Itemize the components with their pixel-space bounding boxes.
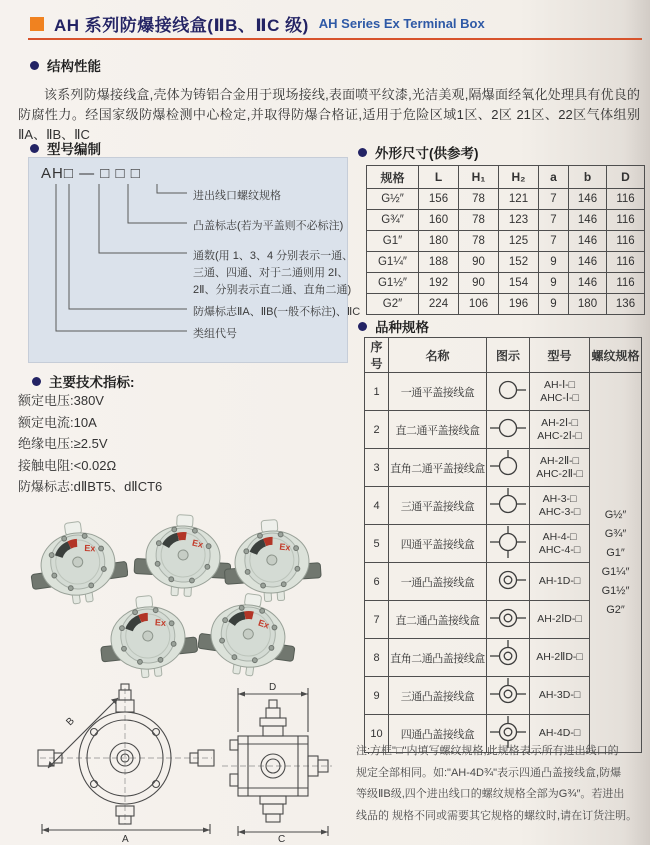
callout-cover-mark: 凸盖标志(若为平盖则不必标注) <box>193 220 344 232</box>
section-specs-title <box>32 371 135 391</box>
row-number-cell: 6 <box>365 563 389 601</box>
row-number-cell: 9 <box>365 677 389 715</box>
header-accent-square-icon <box>30 17 44 31</box>
section-bullet-icon <box>30 61 39 70</box>
model-number: AHC-4-□ <box>538 543 581 556</box>
junction-box-photo-graphic <box>133 513 233 599</box>
dim-value-cell: 125 <box>499 231 539 252</box>
3-way-raised-cover-symbol-icon <box>488 677 528 711</box>
ex-marking-label: Ex <box>84 543 96 554</box>
ex-marking-label: Ex <box>256 617 271 631</box>
variety-table-header-row <box>365 338 642 373</box>
callout-thread-spec: 进出线口螺纹规格 <box>193 190 281 202</box>
2-way-raised-cover-symbol-icon <box>488 601 528 635</box>
model-number: AH-4D-□ <box>538 727 581 739</box>
dim-value-cell: 116 <box>607 231 645 252</box>
box-symbol-cell <box>487 601 530 639</box>
thread-specs-cell <box>590 373 642 753</box>
dim-label-a: A <box>122 834 129 844</box>
model-number: AH-1D-□ <box>538 575 581 587</box>
dim-table-row <box>367 231 645 252</box>
section-bullet-icon <box>358 322 367 331</box>
ex-marking-label: Ex <box>154 617 167 628</box>
dim-spec-cell: G¾″ <box>367 210 419 231</box>
dim-value-cell: 160 <box>419 210 459 231</box>
dim-value-cell: 136 <box>607 294 645 315</box>
3-way-flat-cover-symbol-icon <box>488 487 528 521</box>
box-name-cell: 四通平盖接线盒 <box>389 525 487 563</box>
dim-value-cell: 90 <box>459 273 499 294</box>
dim-value-cell: 192 <box>419 273 459 294</box>
model-number-cell <box>530 677 590 715</box>
dim-value-cell: 146 <box>569 189 607 210</box>
dim-value-cell: 180 <box>419 231 459 252</box>
4-way-flat-cover-symbol-icon <box>488 525 528 559</box>
dim-value-cell: 116 <box>607 252 645 273</box>
section-dimensions-title <box>358 142 479 162</box>
variety-table <box>364 337 642 753</box>
thread-spec: G½″ <box>604 508 627 521</box>
page-title: AH 系列防爆接线盒(ⅡB、ⅡC 级) <box>54 16 309 35</box>
model-number-cell <box>530 525 590 563</box>
callout-ex-mark: 防爆标志ⅡA、ⅡB(一般不标注)、ⅡC <box>193 306 361 318</box>
variety-column-header: 图示 <box>487 338 530 373</box>
product-photo-4 <box>98 594 198 685</box>
dim-column-header: a <box>539 166 569 189</box>
callout-ways-line1: 通数(用 1、3、4 分别表示一通、 <box>193 250 354 262</box>
dim-table-row <box>367 210 645 231</box>
section-dimensions-label: 外形尺寸(供参考) <box>375 146 479 161</box>
dim-label-d: D <box>269 682 277 693</box>
row-number-cell: 2 <box>365 411 389 449</box>
junction-box-photo-graphic <box>198 592 298 678</box>
dim-value-cell: 78 <box>459 231 499 252</box>
2-way-flat-cover-symbol-icon <box>488 449 528 483</box>
dim-value-cell: 7 <box>539 210 569 231</box>
model-designation-panel <box>28 157 361 363</box>
model-number-cell <box>530 563 590 601</box>
box-name-cell: 三通平盖接线盒 <box>389 487 487 525</box>
thread-spec: G¾″ <box>604 527 627 540</box>
dim-value-cell: 116 <box>607 273 645 294</box>
note-line: 等级ⅡB级,四个进出线口的螺纹规格全部为G¾″。若进出 <box>356 788 625 800</box>
dim-value-cell: 7 <box>539 231 569 252</box>
model-number-cell <box>530 411 590 449</box>
model-number-cell <box>530 373 590 411</box>
note-line: 规定全部相同。如:"AH-4D¾"表示四通凸盖接线盒,防爆 <box>356 766 622 779</box>
box-symbol-cell <box>487 639 530 677</box>
model-number: AH-2Ⅱ-□ <box>540 454 579 467</box>
dim-table-row <box>367 189 645 210</box>
box-symbol-cell <box>487 677 530 715</box>
section-model-title <box>30 138 101 158</box>
row-number-cell: 4 <box>365 487 389 525</box>
model-number-cell <box>530 449 590 487</box>
dim-spec-cell: G1¼″ <box>367 252 419 273</box>
section-bullet-icon <box>32 377 41 386</box>
model-number: AHC-2Ⅱ-□ <box>536 467 583 480</box>
ex-marking-label: Ex <box>278 541 291 553</box>
specs-list <box>18 390 162 498</box>
junction-box-photo-graphic <box>98 594 198 680</box>
model-number: AH-2ⅡD-□ <box>536 651 583 663</box>
note-line: 线品的 规格不同或需要其它规格的螺纹时,请在订货注明。 <box>356 809 638 822</box>
1-way-flat-cover-symbol-icon <box>488 373 528 407</box>
structure-paragraph: 该系列防爆接线盒,壳体为铸铝合金用于现场接线,表面喷平纹漆,光洁美观,隔爆面经氧化处理具有优良的防腐性力。经国家级防爆检测中心检定,并取得防爆合格证,适用于危险区域1区、2区 21区、22区气体组别ⅡA、ⅡB、ⅡC <box>18 87 640 142</box>
spec-item: 接触电阻:<0.02Ω <box>18 457 117 473</box>
dim-value-cell: 154 <box>499 273 539 294</box>
box-name-cell: 四通凸盖接线盒 <box>389 715 487 753</box>
dim-value-cell: 106 <box>459 294 499 315</box>
dim-value-cell: 156 <box>419 189 459 210</box>
dim-column-header: H₁ <box>459 166 499 189</box>
row-number-cell: 10 <box>365 715 389 753</box>
box-symbol-cell <box>487 449 530 487</box>
model-number: AH-2ⅠD-□ <box>537 613 582 625</box>
model-number: AH-3D-□ <box>538 689 581 701</box>
dim-table-header-row <box>367 166 645 189</box>
model-number: AHC-3-□ <box>538 505 581 518</box>
dim-value-cell: 116 <box>607 210 645 231</box>
model-number: AHC-Ⅰ-□ <box>540 391 579 404</box>
thread-spec: G1½″ <box>601 584 630 597</box>
model-number: AH-4-□ <box>542 530 577 543</box>
dim-column-header: 规格 <box>367 166 419 189</box>
dim-value-cell: 9 <box>539 252 569 273</box>
model-code: AH□ — □ □ □ <box>41 165 141 182</box>
box-name-cell: 直二通凸盖接线盒 <box>389 601 487 639</box>
dim-column-header: L <box>419 166 459 189</box>
2-way-raised-cover-symbol-icon <box>488 639 528 673</box>
product-photo-5 <box>198 592 298 683</box>
box-symbol-cell <box>487 373 530 411</box>
page-header <box>30 11 485 36</box>
dim-value-cell: 146 <box>569 273 607 294</box>
dim-label-b: B <box>64 715 77 729</box>
dim-value-cell: 78 <box>459 189 499 210</box>
box-symbol-cell <box>487 487 530 525</box>
model-number: AH-Ⅰ-□ <box>543 378 576 391</box>
dim-table-row <box>367 273 645 294</box>
1-way-raised-cover-symbol-icon <box>488 563 528 597</box>
thread-spec: G1″ <box>606 546 625 559</box>
box-name-cell: 一通平盖接线盒 <box>389 373 487 411</box>
box-name-cell: 直角二通凸盖接线盒 <box>389 639 487 677</box>
dimension-table <box>366 165 645 315</box>
dim-spec-cell: G½″ <box>367 189 419 210</box>
model-number: AHC-2Ⅰ-□ <box>537 429 582 442</box>
box-symbol-cell <box>487 563 530 601</box>
row-number-cell: 8 <box>365 639 389 677</box>
product-photo-2 <box>133 513 233 604</box>
thread-spec: G1¼″ <box>601 565 630 578</box>
dim-value-cell: 116 <box>607 189 645 210</box>
dim-value-cell: 146 <box>569 231 607 252</box>
spec-item: 额定电流:10A <box>18 414 97 430</box>
callout-ways-line3: 2Ⅱ、分别表示直二通、直角二通) <box>193 284 352 296</box>
callout-group-code: 类组代号 <box>193 328 237 340</box>
box-name-cell: 直二通平盖接线盒 <box>389 411 487 449</box>
dim-value-cell: 188 <box>419 252 459 273</box>
dim-value-cell: 152 <box>499 252 539 273</box>
variety-column-header: 序号 <box>365 338 389 373</box>
callout-ways-line2: 三通、四通、对于二通则用 2Ⅰ、 <box>193 267 349 279</box>
dim-value-cell: 224 <box>419 294 459 315</box>
thread-spec: G2″ <box>606 603 625 616</box>
variety-column-header: 名称 <box>389 338 487 373</box>
box-name-cell: 直角二通平盖接线盒 <box>389 449 487 487</box>
dim-value-cell: 78 <box>459 210 499 231</box>
dim-value-cell: 146 <box>569 252 607 273</box>
row-number-cell: 1 <box>365 373 389 411</box>
page-title-english: AH Series Ex Terminal Box <box>318 16 485 31</box>
section-structure-label: 结构性能 <box>47 59 101 74</box>
dim-spec-cell: G1″ <box>367 231 419 252</box>
row-number-cell: 5 <box>365 525 389 563</box>
dim-value-cell: 7 <box>539 189 569 210</box>
model-number-cell <box>530 487 590 525</box>
dimension-drawing-side-view <box>216 680 338 844</box>
2-way-flat-cover-symbol-icon <box>488 411 528 445</box>
header-rule <box>28 38 642 40</box>
dim-value-cell: 196 <box>499 294 539 315</box>
dim-label-c: C <box>278 834 286 844</box>
spec-item: 额定电压:380V <box>18 393 104 408</box>
box-name-cell: 一通凸盖接线盒 <box>389 563 487 601</box>
box-name-cell: 三通凸盖接线盒 <box>389 677 487 715</box>
dimension-drawing-front-view <box>28 680 224 844</box>
row-number-cell: 7 <box>365 601 389 639</box>
variety-table-row <box>365 373 642 411</box>
variety-column-header: 型号 <box>530 338 590 373</box>
row-number-cell: 3 <box>365 449 389 487</box>
box-symbol-cell <box>487 525 530 563</box>
section-bullet-icon <box>30 144 39 153</box>
dim-column-header: b <box>569 166 607 189</box>
variety-column-header: 螺纹规格 <box>590 338 642 373</box>
model-number-cell <box>530 601 590 639</box>
dim-table-row <box>367 252 645 273</box>
section-model-label: 型号编制 <box>47 142 101 157</box>
note-line: 注:方框"□"内填写螺纹规格,此规格表示所有进出线口的 <box>356 745 619 757</box>
section-bullet-icon <box>358 148 367 157</box>
section-variety-title <box>358 316 429 336</box>
dim-value-cell: 146 <box>569 210 607 231</box>
dim-value-cell: 9 <box>539 294 569 315</box>
dim-value-cell: 121 <box>499 189 539 210</box>
model-number: AH-2Ⅰ-□ <box>541 416 578 429</box>
dim-table-row <box>367 294 645 315</box>
dim-value-cell: 180 <box>569 294 607 315</box>
model-number-cell <box>530 639 590 677</box>
ex-marking-label: Ex <box>191 537 205 550</box>
dim-spec-cell: G1½″ <box>367 273 419 294</box>
dim-value-cell: 90 <box>459 252 499 273</box>
dim-spec-cell: G2″ <box>367 294 419 315</box>
section-variety-label: 品种规格 <box>375 320 429 335</box>
dim-column-header: H₂ <box>499 166 539 189</box>
spec-item: 防爆标志:dⅡBT5、dⅡCT6 <box>18 479 163 494</box>
model-number: AH-3-□ <box>542 492 577 505</box>
order-note <box>356 741 648 827</box>
section-specs-label: 主要技术指标: <box>49 375 135 390</box>
dim-value-cell: 9 <box>539 273 569 294</box>
dim-column-header: D <box>607 166 645 189</box>
box-symbol-cell <box>487 411 530 449</box>
section-structure-title <box>30 55 101 75</box>
spec-item: 绝缘电压:≥2.5V <box>18 436 108 451</box>
dim-value-cell: 123 <box>499 210 539 231</box>
